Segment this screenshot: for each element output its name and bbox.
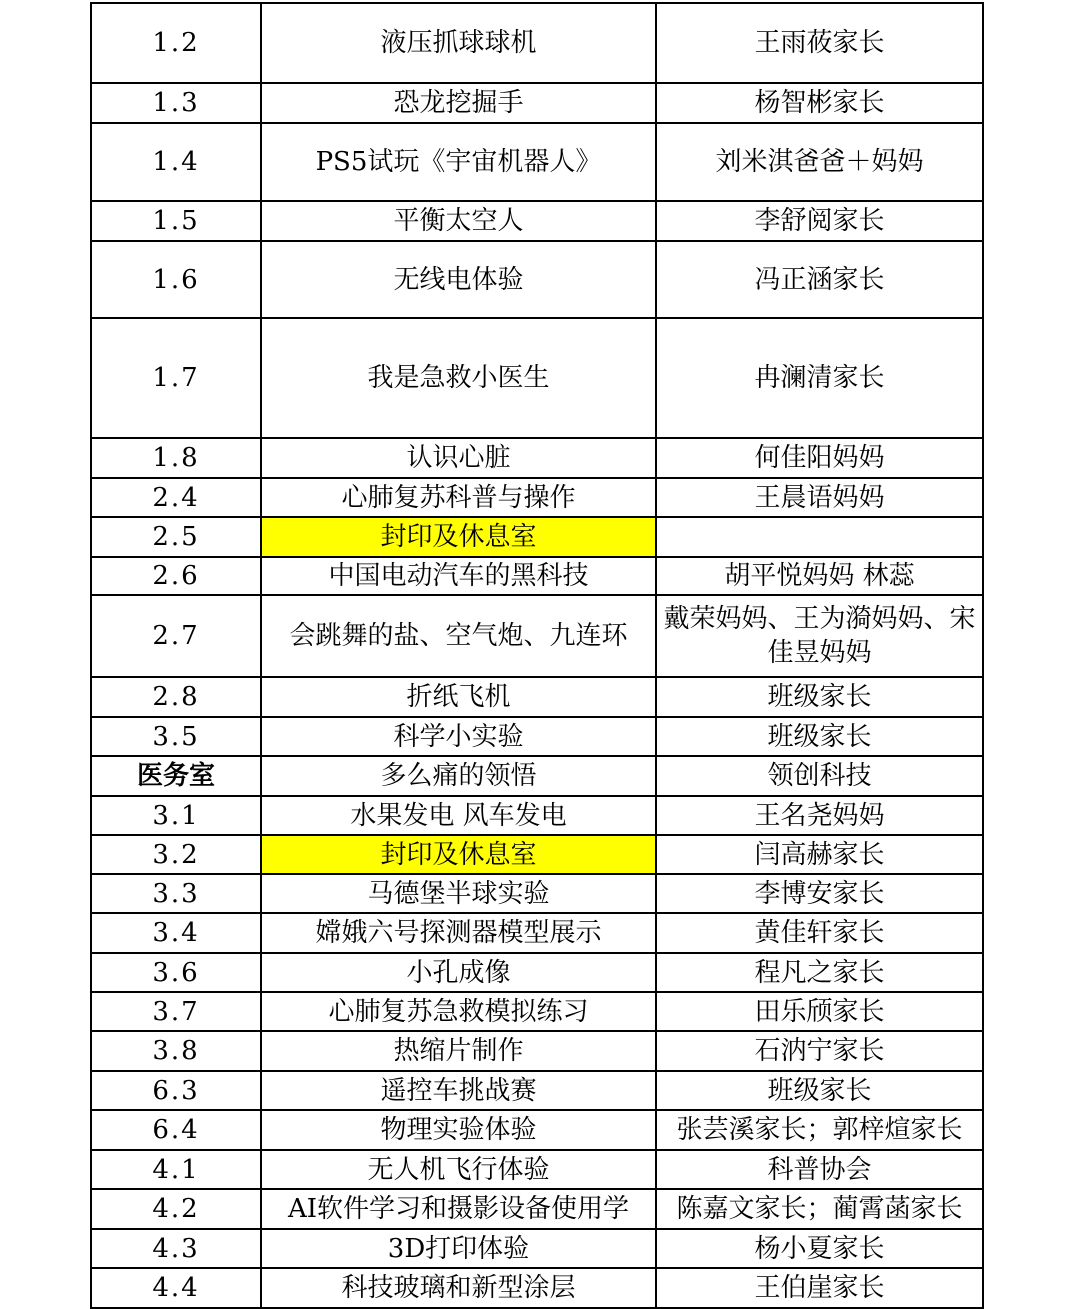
activity-cell: 嫦娥六号探测器模型展示 — [261, 913, 656, 953]
table-row — [91, 717, 983, 756]
activity-cell: 封印及休息室 — [261, 835, 656, 874]
room-cell: 1.6 — [91, 241, 261, 318]
host-cell: 闫高赫家长 — [656, 835, 983, 874]
table-row — [91, 557, 983, 595]
activity-cell: 科学小实验 — [261, 717, 656, 756]
activity-cell: 心肺复苏科普与操作 — [261, 478, 656, 517]
room-cell: 3.8 — [91, 1031, 261, 1071]
host-cell: 李舒阅家长 — [656, 201, 983, 241]
host-cell: 胡平悦妈妈 林蕊 — [656, 557, 983, 595]
room-cell: 1.8 — [91, 438, 261, 478]
table-row — [91, 595, 983, 677]
host-cell: 张芸溪家长；郭梓煊家长 — [656, 1110, 983, 1150]
host-cell: 黄佳轩家长 — [656, 913, 983, 953]
activity-cell: 物理实验体验 — [261, 1110, 656, 1150]
activity-cell: 液压抓球球机 — [261, 3, 656, 83]
activity-cell: 马德堡半球实验 — [261, 874, 656, 913]
host-cell: 王伯崖家长 — [656, 1268, 983, 1308]
room-cell: 2.8 — [91, 677, 261, 717]
table-row — [91, 318, 983, 438]
table-row — [91, 1229, 983, 1268]
activity-cell: 3D打印体验 — [261, 1229, 656, 1268]
room-cell: 1.7 — [91, 318, 261, 438]
host-cell: 石汭宁家长 — [656, 1031, 983, 1071]
table-row — [91, 478, 983, 517]
host-cell: 程凡之家长 — [656, 953, 983, 992]
room-cell: 3.6 — [91, 953, 261, 992]
host-cell: 冉澜清家长 — [656, 318, 983, 438]
host-cell: 王雨莜家长 — [656, 3, 983, 83]
table-row — [91, 438, 983, 478]
host-cell: 戴荣妈妈、王为漪妈妈、宋佳昱妈妈 — [656, 595, 983, 677]
host-cell: 班级家长 — [656, 717, 983, 756]
room-cell: 3.4 — [91, 913, 261, 953]
activity-cell: 遥控车挑战赛 — [261, 1071, 656, 1110]
host-cell: 刘米淇爸爸＋妈妈 — [656, 123, 983, 201]
room-cell: 2.5 — [91, 517, 261, 557]
activity-cell: 中国电动汽车的黑科技 — [261, 557, 656, 595]
activity-cell: 认识心脏 — [261, 438, 656, 478]
activity-cell: 无人机飞行体验 — [261, 1150, 656, 1189]
table-row — [91, 123, 983, 201]
table-body — [91, 3, 983, 1308]
activity-cell: 会跳舞的盐、空气炮、九连环 — [261, 595, 656, 677]
host-cell: 陈嘉文家长；蔺霄菡家长 — [656, 1189, 983, 1229]
room-cell: 6.3 — [91, 1071, 261, 1110]
room-cell: 6.4 — [91, 1110, 261, 1150]
activity-cell: 折纸飞机 — [261, 677, 656, 717]
table-row — [91, 992, 983, 1031]
host-cell: 领创科技 — [656, 756, 983, 796]
room-cell: 3.1 — [91, 796, 261, 835]
table-row — [91, 677, 983, 717]
table-row — [91, 1031, 983, 1071]
room-cell: 2.4 — [91, 478, 261, 517]
room-cell: 4.1 — [91, 1150, 261, 1189]
table-row — [91, 83, 983, 123]
table-row — [91, 3, 983, 83]
host-cell: 杨小夏家长 — [656, 1229, 983, 1268]
host-cell: 杨智彬家长 — [656, 83, 983, 123]
table-row — [91, 874, 983, 913]
activity-cell: 小孔成像 — [261, 953, 656, 992]
room-cell: 3.5 — [91, 717, 261, 756]
table-row — [91, 241, 983, 318]
room-cell: 2.6 — [91, 557, 261, 595]
host-cell — [656, 517, 983, 557]
room-cell: 3.3 — [91, 874, 261, 913]
host-cell: 何佳阳妈妈 — [656, 438, 983, 478]
host-cell: 冯正涵家长 — [656, 241, 983, 318]
table-row — [91, 756, 983, 796]
host-cell: 班级家长 — [656, 677, 983, 717]
activity-cell: 恐龙挖掘手 — [261, 83, 656, 123]
room-cell: 4.3 — [91, 1229, 261, 1268]
room-cell: 4.4 — [91, 1268, 261, 1308]
room-cell: 1.2 — [91, 3, 261, 83]
table-row — [91, 1110, 983, 1150]
host-cell: 班级家长 — [656, 1071, 983, 1110]
activity-cell: 我是急救小医生 — [261, 318, 656, 438]
host-cell: 科普协会 — [656, 1150, 983, 1189]
table-row — [91, 796, 983, 835]
activity-cell: PS5试玩《宇宙机器人》 — [261, 123, 656, 201]
table-row — [91, 913, 983, 953]
room-cell: 1.3 — [91, 83, 261, 123]
activity-cell: 封印及休息室 — [261, 517, 656, 557]
table-row — [91, 835, 983, 874]
activity-schedule-table — [90, 2, 984, 1309]
activity-cell: 平衡太空人 — [261, 201, 656, 241]
room-cell: 4.2 — [91, 1189, 261, 1229]
activity-cell: 热缩片制作 — [261, 1031, 656, 1071]
table-row — [91, 517, 983, 557]
activity-cell: 无线电体验 — [261, 241, 656, 318]
room-cell: 医务室 — [91, 756, 261, 796]
host-cell: 王名尧妈妈 — [656, 796, 983, 835]
table-row — [91, 1071, 983, 1110]
host-cell: 田乐颀家长 — [656, 992, 983, 1031]
activity-cell: 科技玻璃和新型涂层 — [261, 1268, 656, 1308]
activity-cell: AI软件学习和摄影设备使用学 — [261, 1189, 656, 1229]
table-row — [91, 1150, 983, 1189]
room-cell: 1.5 — [91, 201, 261, 241]
host-cell: 王晨语妈妈 — [656, 478, 983, 517]
table-row — [91, 201, 983, 241]
table-row — [91, 953, 983, 992]
table-row — [91, 1189, 983, 1229]
host-cell: 李博安家长 — [656, 874, 983, 913]
table-row — [91, 1268, 983, 1308]
room-cell: 3.7 — [91, 992, 261, 1031]
activity-cell: 水果发电 风车发电 — [261, 796, 656, 835]
activity-cell: 多么痛的领悟 — [261, 756, 656, 796]
activity-cell: 心肺复苏急救模拟练习 — [261, 992, 656, 1031]
room-cell: 3.2 — [91, 835, 261, 874]
room-cell: 2.7 — [91, 595, 261, 677]
room-cell: 1.4 — [91, 123, 261, 201]
